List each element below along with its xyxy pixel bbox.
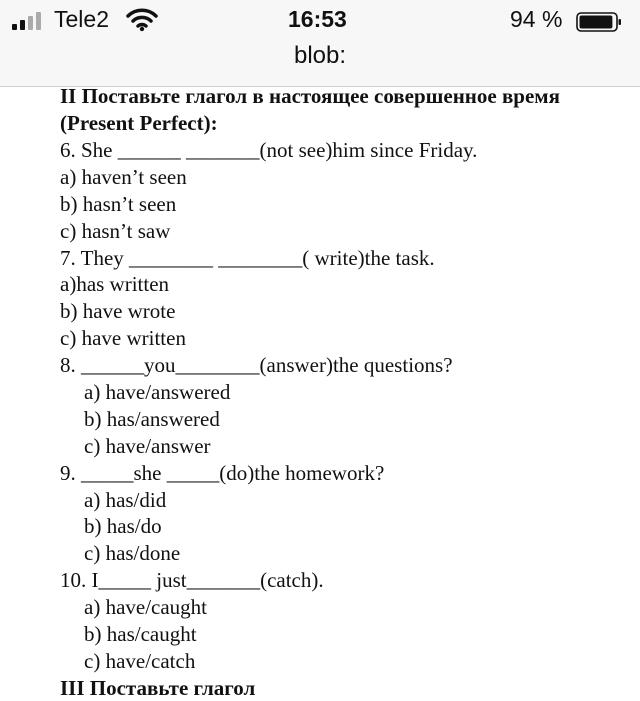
answer-option: c) have written [60,326,186,351]
section-heading [60,83,635,137]
answer-option: a) has/did [84,487,167,512]
answer-option: c) hasn’t saw [60,218,171,243]
answer-option: c) have/catch [84,648,196,673]
status-bar [0,0,640,87]
heading-line: (Present Perfect): [60,111,218,135]
wifi-icon [126,8,158,32]
answer-option: b) hasn’t seen [60,191,177,216]
document-content [60,86,635,675]
answer-option: a)has written [60,272,170,297]
question-list [60,137,635,675]
answer-option: c) has/done [84,541,181,566]
answer-option: b) has/caught [84,622,197,647]
next-section-heading-cutoff: III Поставьте глагол [60,676,256,700]
battery-percent: 94 % [510,6,563,32]
answer-option: a) have/caught [84,595,208,620]
question-text: 8. ______you________(answer)the questions? [60,353,453,378]
answer-option: b) has/do [84,514,162,539]
battery-icon [576,12,622,32]
question-text: 6. She ______ _______(not see)him since Friday. [60,138,478,162]
answer-option: a) have/answered [84,380,231,405]
heading-line: II Поставьте глагол в настоящее совершенное время [60,84,560,108]
answer-option: a) haven’t seen [60,164,187,189]
question-text: 10. I_____ just_______(catch). [60,568,324,593]
clock: 16:53 [288,6,347,32]
cellular-signal-icon [12,12,46,30]
question-text: 7. They ________ ________( write)the task. [60,245,435,270]
answer-option: b) have wrote [60,299,176,324]
answer-option: c) have/answer [84,433,211,458]
carrier-name: Tele2 [54,6,109,32]
question-text: 9. _____she _____(do)the homework? [60,460,385,485]
page-url-title[interactable]: blob: [293,42,347,69]
answer-option: b) has/answered [84,406,220,431]
